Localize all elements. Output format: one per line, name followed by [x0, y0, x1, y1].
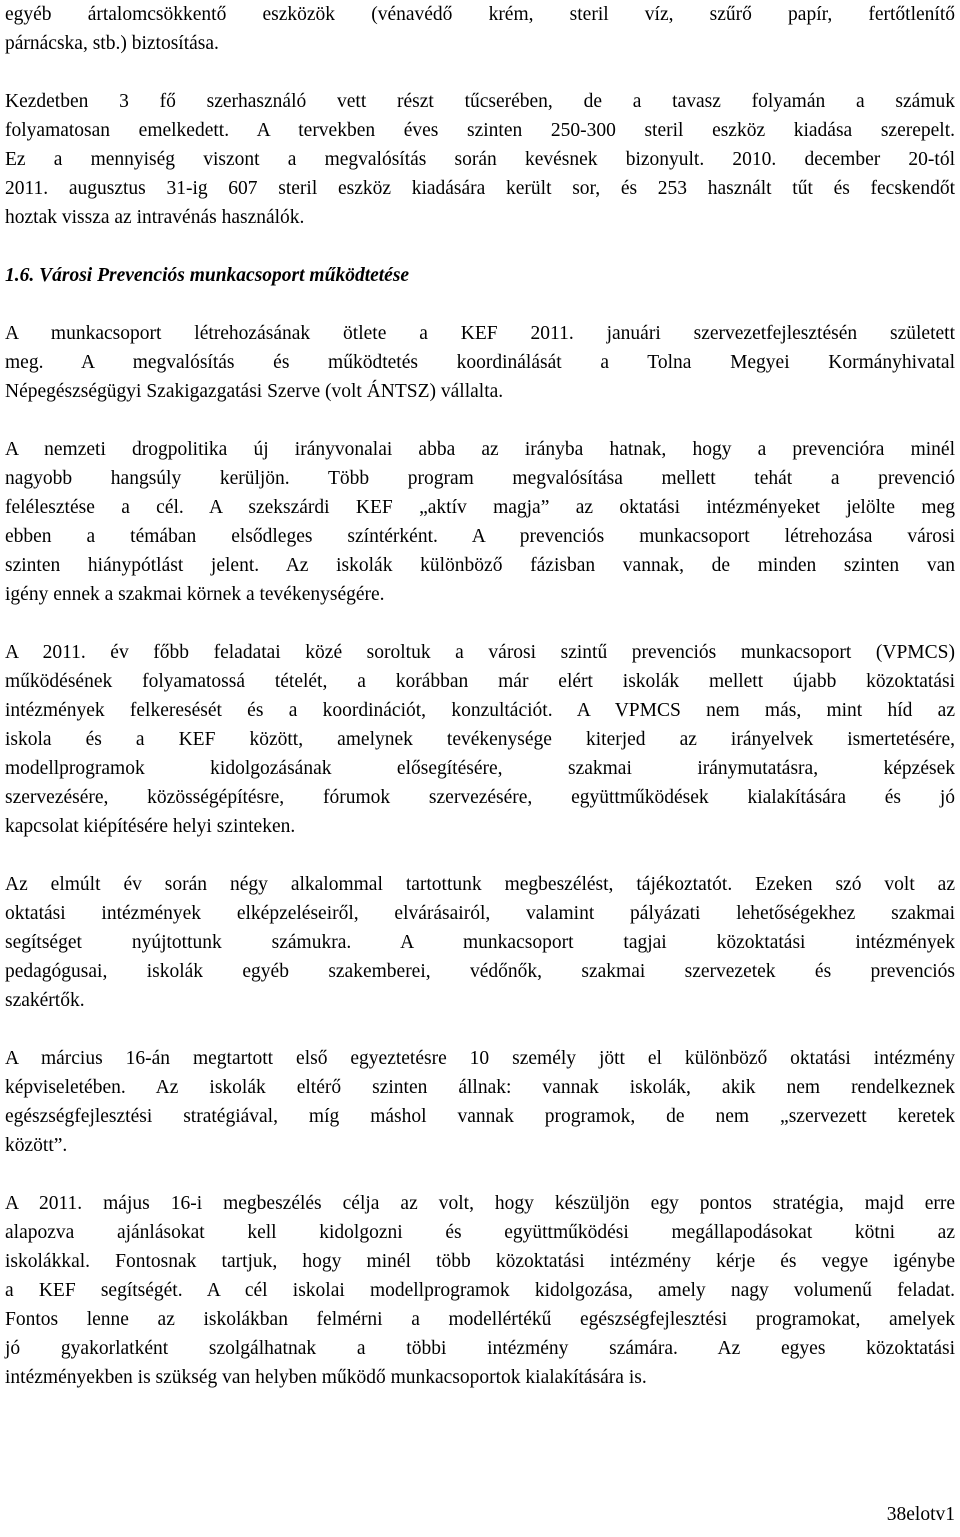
paragraph-line: működésének folyamatossá tételét, a korábban már elért iskolák mellett újabb közoktatási: [5, 671, 955, 692]
paragraph-line: Fontos lenne az iskolákban felmérni a modellértékű egészségfejlesztési programokat, amelyek: [5, 1309, 955, 1330]
paragraph-line: folyamatosan emelkedett. A tervekben éves szinten 250-300 steril eszköz kiadása szerepelt.: [5, 120, 955, 141]
paragraph-spacer: [5, 58, 955, 87]
paragraph-line: Az elmúlt év során négy alkalommal tartottunk megbeszélést, tájékoztatót. Ezeken szó volt az: [5, 874, 955, 895]
paragraph-line: A március 16-án megtartott első egyeztetésre 10 személy jött el különböző oktatási intézmény: [5, 1048, 955, 1069]
paragraph-line: intézményekben is szükség van helyben működő munkacsoportok kialakítására is.: [5, 1367, 647, 1388]
document-page: [5, 0, 955, 1537]
paragraph-line: a KEF segítségét. A cél iskolai modellprogramok kidolgozása, amely nagy volumenű feladat.: [5, 1280, 955, 1301]
document-body: [5, 0, 955, 1392]
paragraph-line: Népegészségügyi Szakigazgatási Szerve (volt ÁNTSZ) vállalta.: [5, 381, 504, 402]
paragraph: [5, 435, 955, 609]
paragraph-line: A 2011. év főbb feladatai közé soroltuk a városi szintű prevenciós munkacsoport (VPMCS): [5, 642, 955, 663]
section-heading: 1.6. Városi Prevenciós munkacsoport működtetése: [5, 265, 410, 286]
paragraph-spacer: [5, 232, 955, 261]
paragraph-spacer: [5, 290, 955, 319]
paragraph-line: kapcsolat kiépítésére helyi szinteken.: [5, 816, 296, 837]
paragraph-line: 2011. augusztus 31-ig 607 steril eszköz kiadására került sor, és 253 használt tűt és fecskendőt: [5, 178, 955, 199]
paragraph-spacer: [5, 1015, 955, 1044]
page-footer: 38elotv1: [886, 1504, 955, 1525]
paragraph-line: oktatási intézmények elképzeléseiről, elvárásairól, valamint pályázati lehetőségekhez szakmai: [5, 903, 955, 924]
paragraph-line: A 2011. május 16-i megbeszélés célja az volt, hogy készüljön egy pontos stratégia, majd erre: [5, 1193, 955, 1214]
paragraph: [5, 87, 955, 232]
paragraph-line: között”.: [5, 1135, 68, 1156]
paragraph-line: iskola és a KEF között, amelynek tevékenysége kiterjed az irányelvek ismertetésére,: [5, 729, 955, 750]
paragraph-line: felélesztése a cél. A szekszárdi KEF „aktív magja” az oktatási intézményeket jelölte meg: [5, 497, 955, 518]
paragraph-spacer: [5, 841, 955, 870]
paragraph-line: Kezdetben 3 fő szerhasználó vett részt tűcserében, de a tavasz folyamán a számuk: [5, 91, 955, 112]
paragraph: [5, 1189, 955, 1392]
paragraph-spacer: [5, 609, 955, 638]
paragraph-line: meg. A megvalósítás és működtetés koordinálását a Tolna Megyei Kormányhivatal: [5, 352, 955, 373]
paragraph-line: iskolákkal. Fontosnak tartjuk, hogy minél több közoktatási intézmény kérje és vegye igénybe: [5, 1251, 955, 1272]
paragraph-line: intézmények felkeresését és a koordinációt, konzultációt. A VPMCS nem más, mint híd az: [5, 700, 955, 721]
paragraph-line: modellprogramok kidolgozásának elősegítésére, szakmai iránymutatásra, képzések: [5, 758, 955, 779]
paragraph-line: szervezésére, közösségépítésre, fórumok szervezésére, együttműködések kialakítására és jó: [5, 787, 955, 808]
paragraph: [5, 1044, 955, 1160]
paragraph-line: képviseletében. Az iskolák eltérő szinten állnak: vannak iskolák, akik nem rendelkeznek: [5, 1077, 955, 1098]
paragraph-line: Ez a mennyiség viszont a megvalósítás során kevésnek bizonyult. 2010. december 20-tól: [5, 149, 955, 170]
paragraph-line: A munkacsoport létrehozásának ötlete a KEF 2011. januári szervezetfejlesztésén született: [5, 323, 955, 344]
paragraph-line: párnácska, stb.) biztosítása.: [5, 33, 219, 54]
paragraph: [5, 870, 955, 1015]
paragraph-line: alapozva ajánlásokat kell kidolgozni és együttműködési megállapodásokat kötni az: [5, 1222, 955, 1243]
paragraph-line: szinten hiánypótlást jelent. Az iskolák különböző fázisban vannak, de minden szinten van: [5, 555, 955, 576]
paragraph: [5, 0, 955, 58]
paragraph-spacer: [5, 1160, 955, 1189]
paragraph: [5, 638, 955, 841]
paragraph-line: pedagógusai, iskolák egyéb szakemberei, védőnők, szakmai szervezetek és prevenciós: [5, 961, 955, 982]
paragraph-line: hoztak vissza az intravénás használók.: [5, 207, 305, 228]
paragraph: [5, 319, 955, 406]
paragraph-line: jó gyakorlatként szolgálhatnak a többi intézmény számára. Az egyes közoktatási: [5, 1338, 955, 1359]
paragraph-line: egyéb ártalomcsökkentő eszközök (vénavédő krém, steril víz, szűrő papír, fertőtlenítő: [5, 4, 955, 25]
paragraph-line: segítséget nyújtottunk számukra. A munkacsoport tagjai közoktatási intézmények: [5, 932, 955, 953]
paragraph-line: ebben a témában elsődleges színtérként. A prevenciós munkacsoport létrehozása városi: [5, 526, 955, 547]
paragraph-spacer: [5, 406, 955, 435]
paragraph-line: nagyobb hangsúly kerüljön. Több program megvalósítása mellett tehát a prevenció: [5, 468, 955, 489]
paragraph-line: szakértők.: [5, 990, 85, 1011]
paragraph-line: igény ennek a szakmai körnek a tevékenységére.: [5, 584, 385, 605]
paragraph-line: A nemzeti drogpolitika új irányvonalai abba az irányba hatnak, hogy a prevencióra minél: [5, 439, 955, 460]
paragraph-line: egészségfejlesztési stratégiával, míg máshol vannak programok, de nem „szervezett keretek: [5, 1106, 955, 1127]
